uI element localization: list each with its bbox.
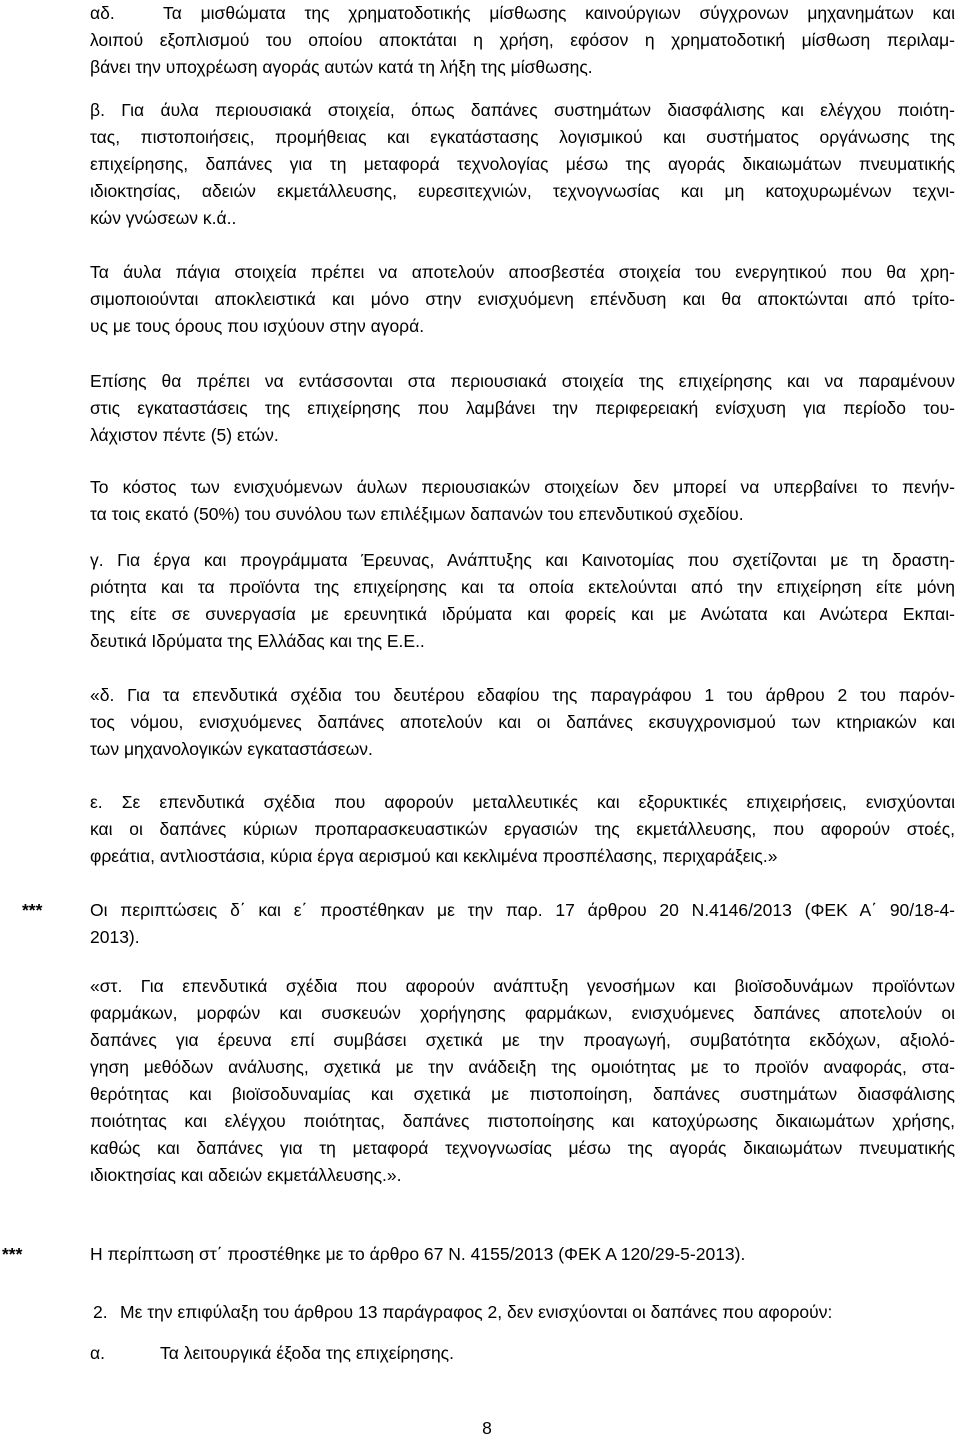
text-line: γηση μεθόδων ανάλυσης, σχετικά με την ανάδειξη της ομοιότητας με το προϊόν αναφοράς, στα- [90, 1057, 955, 1077]
text-line: στις εγκαταστάσεις της επιχείρησης που λαμβάνει την περιφερειακή ενίσχυση για περίοδο του- [90, 398, 955, 418]
numbered-item-row [93, 1299, 955, 1326]
text-line: δευτικά Ιδρύματα της Ελλάδας και της Ε.Ε.. [90, 631, 425, 651]
text-line: και οι δαπάνες κύριων προπαρασκευαστικών εργασιών της εκμετάλλευσης, που αφορούν στοές, [90, 819, 955, 839]
text-line: Τα λειτουργικά έξοδα της επιχείρησης. [160, 1343, 454, 1363]
text-line: υς με τους όρους που ισχύουν στην αγορά. [90, 316, 425, 336]
text-line: δαπάνες για έρευνα επί συμβάσει σχετικά με την προαγωγή, συμβατότητα εκδόχων, αξιολό- [90, 1030, 955, 1050]
text-line: Επίσης θα πρέπει να εντάσσονται στα περιουσιακά στοιχεία της επιχείρησης και να παραμένουν [90, 371, 955, 391]
paragraph-first-line [90, 0, 955, 27]
text-line: ε. Σε επενδυτικά σχέδια που αφορούν μεταλλευτικές και εξορυκτικές επιχειρήσεις, ενισχύονται [90, 792, 955, 812]
text-line: λοιπού εξοπλισμού του οποίου αποκτάται η χρήση, εφόσον η χρηματοδοτική μίσθωση περιλαμ- [90, 30, 955, 50]
paragraph-intangible-assets [90, 259, 955, 340]
paragraph-d [90, 682, 955, 763]
text-line: τας, πιστοποιήσεις, προμήθειας και εγκατάστασης λογισμικού και συστήματος οργάνωσης της [90, 127, 955, 147]
note-marker: *** [2, 1244, 23, 1264]
text-line: καθώς και δαπάνες για τη μεταφορά τεχνογνωσίας μέσω της αγοράς δικαιωμάτων πνευματικής [90, 1138, 955, 1158]
text-line: ιδιοκτησίας, αδειών εκμετάλλευσης, ευρεσιτεχνιών, τεχνογνωσίας και μη κατοχυρωμένων τεχνι- [90, 181, 955, 201]
paragraph-cost-limit [90, 474, 955, 528]
paragraph-st [90, 973, 955, 1189]
item-label: α. [90, 1343, 105, 1363]
text-line: ιδιοκτησίας και αδειών εκμετάλλευσης.». [90, 1165, 402, 1185]
text-line: Οι περιπτώσεις δ΄ και ε΄ προστέθηκαν με την παρ. 17 άρθρου 20 Ν.4146/2013 (ΦΕΚ Α΄ 90/18-4- [90, 900, 955, 920]
paragraph-b [90, 97, 955, 232]
numbered-item [93, 1299, 955, 1326]
text-line: φαρμάκων, μορφών και συσκευών χορήγησης φαρμάκων, ενισχυόμενες δαπάνες αποτελούν οι [90, 1003, 955, 1023]
text-line: «στ. Για επενδυτικά σχέδια που αφορούν ανάπτυξη γενοσήμων και βιοϊσοδυνάμων προϊόντων [90, 976, 955, 996]
text-line: Το κόστος των ενισχυόμενων άυλων περιουσιακών στοιχείων δεν μπορεί να υπερβαίνει το πενήν- [90, 477, 955, 497]
amendment-note [90, 1241, 955, 1268]
text-line: Τα άυλα πάγια στοιχεία πρέπει να αποτελούν αποσβεστέα στοιχεία του ενεργητικού που θα χρη- [90, 262, 955, 282]
text-line: ποιότητας και ελέγχου ποιότητας, δαπάνες πιστοποίησης και κατοχύρωσης δικαιωμάτων χρήσης, [90, 1111, 955, 1131]
text-line: «δ. Για τα επενδυτικά σχέδια του δευτέρου εδαφίου της παραγράφου 1 του άρθρου 2 του παρόν- [90, 685, 955, 705]
text-line: θερότητας και βιοϊσοδυναμίας και σχετικά με πιστοποίηση, δαπάνες συστημάτων διασφάλισης [90, 1084, 955, 1104]
text-line: Η περίπτωση στ΄ προστέθηκε με το άρθρο 67 Ν. 4155/2013 (ΦΕΚ Α 120/29-5-2013). [90, 1244, 746, 1264]
text-line: β. Για άυλα περιουσιακά στοιχεία, όπως δαπάνες συστημάτων διασφάλισης και ελέγχου ποιότη- [90, 100, 955, 120]
text-line: επιχείρησης, δαπάνες για τη μεταφορά τεχνολογίας μέσω της αγοράς δικαιωμάτων πνευματικής [90, 154, 955, 174]
text-line: Τα μισθώματα της χρηματοδοτικής μίσθωσης καινούργιων σύγχρονων μηχανημάτων και [163, 3, 955, 23]
paragraph-c [90, 547, 955, 655]
lettered-item [90, 1340, 955, 1367]
text-line: τα τοις εκατό (50%) του συνόλου των επιλέξιμων δαπανών του επενδυτικού σχεδίου. [90, 504, 744, 524]
text-line: κών γνώσεων κ.ά.. [90, 208, 237, 228]
text-line: των μηχανολογικών εγκαταστάσεων. [90, 739, 373, 759]
paragraph-ad [90, 0, 955, 81]
lettered-item-row [90, 1340, 955, 1367]
item-label: αδ. [90, 3, 115, 23]
text-line: ριότητα και τα προϊόντα της επιχείρησης και τα οποία εκτελούνται από την επιχείρηση είτε μόνη [90, 577, 955, 597]
text-line: της είτε σε συνεργασία με ερευνητικά ιδρύματα και φορείς και με Ανώτατα και Ανώτερα Εκπαι- [90, 604, 955, 624]
item-label: 2. [93, 1302, 108, 1322]
text-line: 2013). [90, 927, 140, 947]
text-line: λάχιστον πέντε (5) ετών. [90, 425, 279, 445]
page-number: 8 [482, 1418, 492, 1438]
text-line: φρεάτια, αντλιοστάσια, κύρια έργα αερισμού και κεκλιμένα προσπέλασης, περιχαράξεις.» [90, 846, 778, 866]
text-line: τος νόμου, ενισχυόμενες δαπάνες αποτελούν και οι δαπάνες εκσυγχρονισμού των κτηριακών και [90, 712, 955, 732]
paragraph-retention [90, 368, 955, 449]
paragraph-e [90, 789, 955, 870]
text-line: Με την επιφύλαξη του άρθρου 13 παράγραφος 2, δεν ενισχύονται οι δαπάνες που αφορούν: [120, 1302, 833, 1322]
text-line: βάνει την υποχρέωση αγοράς αυτών κατά τη λήξη της μίσθωσης. [90, 57, 593, 77]
note-marker: *** [22, 900, 43, 920]
text-line: γ. Για έργα και προγράμματα Έρευνας, Ανάπτυξης και Καινοτομίας που σχετίζονται με τη δραστη- [90, 550, 955, 570]
text-line: σιμοποιούνται αποκλειστικά και μόνο στην ενισχυόμενη επένδυση και θα αποκτώνται από τρίτο- [90, 289, 955, 309]
amendment-note [90, 897, 955, 951]
